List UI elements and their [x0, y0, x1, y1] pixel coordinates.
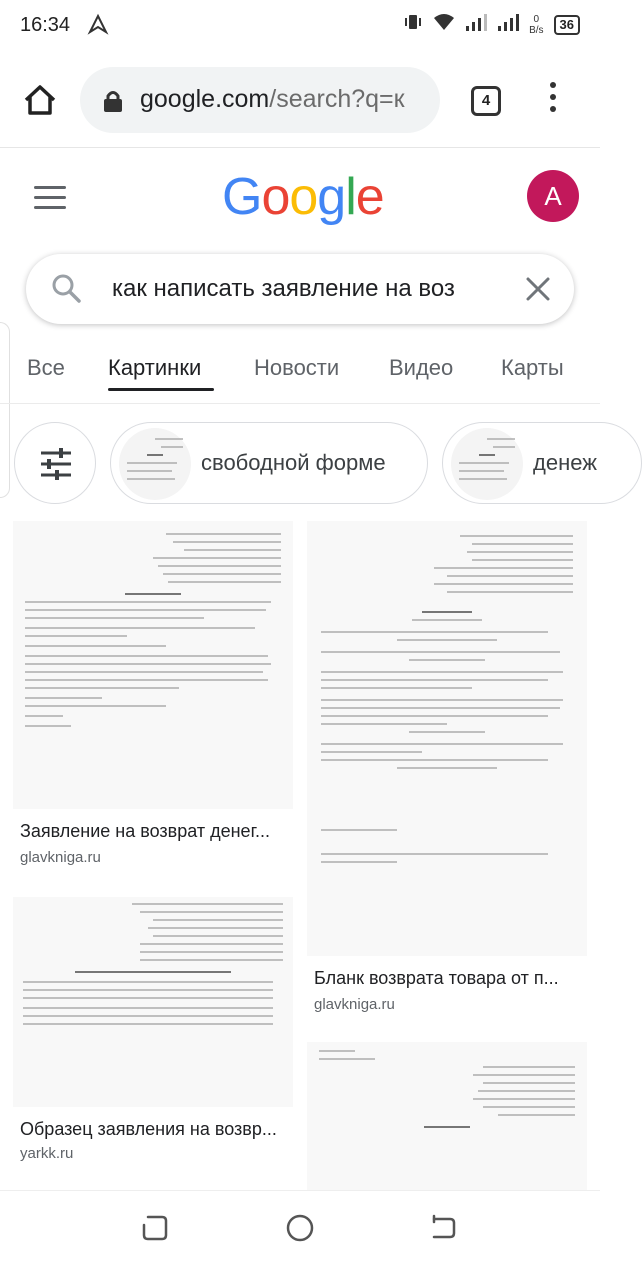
tab-video[interactable]: Видео — [389, 355, 454, 380]
chip-free-form[interactable] — [110, 422, 428, 504]
filter-chips — [0, 420, 600, 508]
chip-label: денеж — [533, 450, 597, 475]
status-time: 16:34 — [20, 14, 71, 36]
svg-text:Google: Google — [222, 168, 384, 226]
result-source[interactable]: glavkniga.ru — [20, 849, 101, 866]
tools-button[interactable] — [14, 422, 96, 504]
vibrate-icon — [403, 12, 423, 37]
result-thumbnail[interactable] — [307, 1042, 587, 1190]
recent-apps-button[interactable] — [140, 1213, 170, 1248]
result-title[interactable]: Заявление на возврат денег... — [20, 821, 270, 841]
result-thumbnail[interactable] — [13, 521, 293, 809]
signal-icon — [465, 12, 487, 37]
network-speed-unit: B/s — [529, 24, 544, 36]
home-nav-button[interactable] — [285, 1213, 315, 1248]
google-header — [0, 150, 600, 250]
result-source[interactable]: yarkk.ru — [20, 1145, 74, 1162]
url-path: /search?q=к — [269, 85, 405, 113]
wifi-icon — [433, 12, 455, 37]
lock-icon — [102, 89, 124, 118]
back-icon — [428, 1213, 458, 1243]
google-logo[interactable] — [222, 168, 384, 240]
chip-thumbnail — [451, 428, 523, 500]
image-result[interactable] — [307, 1042, 587, 1190]
search-input[interactable]: как написать заявление на воз — [112, 275, 455, 302]
active-tab-indicator — [108, 388, 214, 391]
home-circle-icon — [285, 1213, 315, 1243]
result-title[interactable]: Бланк возврата товара от п... — [314, 968, 559, 988]
search-tabs — [0, 338, 600, 404]
chip-label: свободной форме — [201, 450, 386, 475]
clear-icon[interactable] — [523, 274, 553, 309]
result-source[interactable]: glavkniga.ru — [314, 996, 395, 1013]
result-thumbnail[interactable] — [13, 897, 293, 1107]
home-icon — [20, 80, 60, 120]
tab-news[interactable]: Новости — [254, 355, 340, 380]
browser-toolbar — [0, 54, 600, 148]
image-result[interactable] — [13, 521, 293, 876]
back-button[interactable] — [428, 1213, 458, 1248]
result-title[interactable]: Образец заявления на возвр... — [20, 1119, 277, 1139]
image-result[interactable] — [307, 521, 587, 1021]
hamburger-menu-icon[interactable] — [34, 186, 66, 210]
navigation-icon — [88, 14, 108, 39]
tab-switcher-button[interactable]: 4 — [471, 86, 501, 116]
url-text[interactable] — [140, 85, 430, 114]
image-result[interactable] — [13, 897, 293, 1177]
search-icon[interactable] — [50, 272, 82, 309]
status-bar — [0, 0, 600, 54]
network-speed — [529, 14, 543, 36]
tab-all[interactable]: Все — [27, 355, 65, 380]
result-thumbnail[interactable] — [307, 521, 587, 956]
tab-maps[interactable]: Карты — [501, 355, 564, 380]
home-button[interactable] — [20, 80, 60, 120]
system-nav-bar — [0, 1190, 600, 1265]
chip-money[interactable] — [442, 422, 642, 504]
account-avatar[interactable]: A — [527, 170, 579, 222]
url-host: google.com — [140, 85, 270, 113]
google-logo-image — [222, 168, 384, 228]
status-indicators — [403, 12, 580, 37]
chip-thumbnail — [119, 428, 191, 500]
tab-images[interactable]: Картинки — [108, 355, 202, 380]
network-speed-value: 0 — [533, 13, 540, 25]
address-bar[interactable] — [80, 67, 440, 133]
battery-indicator: 36 — [554, 15, 580, 35]
recent-apps-icon — [140, 1213, 170, 1243]
tune-icon — [39, 448, 73, 480]
search-box[interactable] — [26, 254, 574, 324]
more-options-icon[interactable] — [545, 82, 561, 122]
signal-icon-2 — [497, 12, 519, 37]
